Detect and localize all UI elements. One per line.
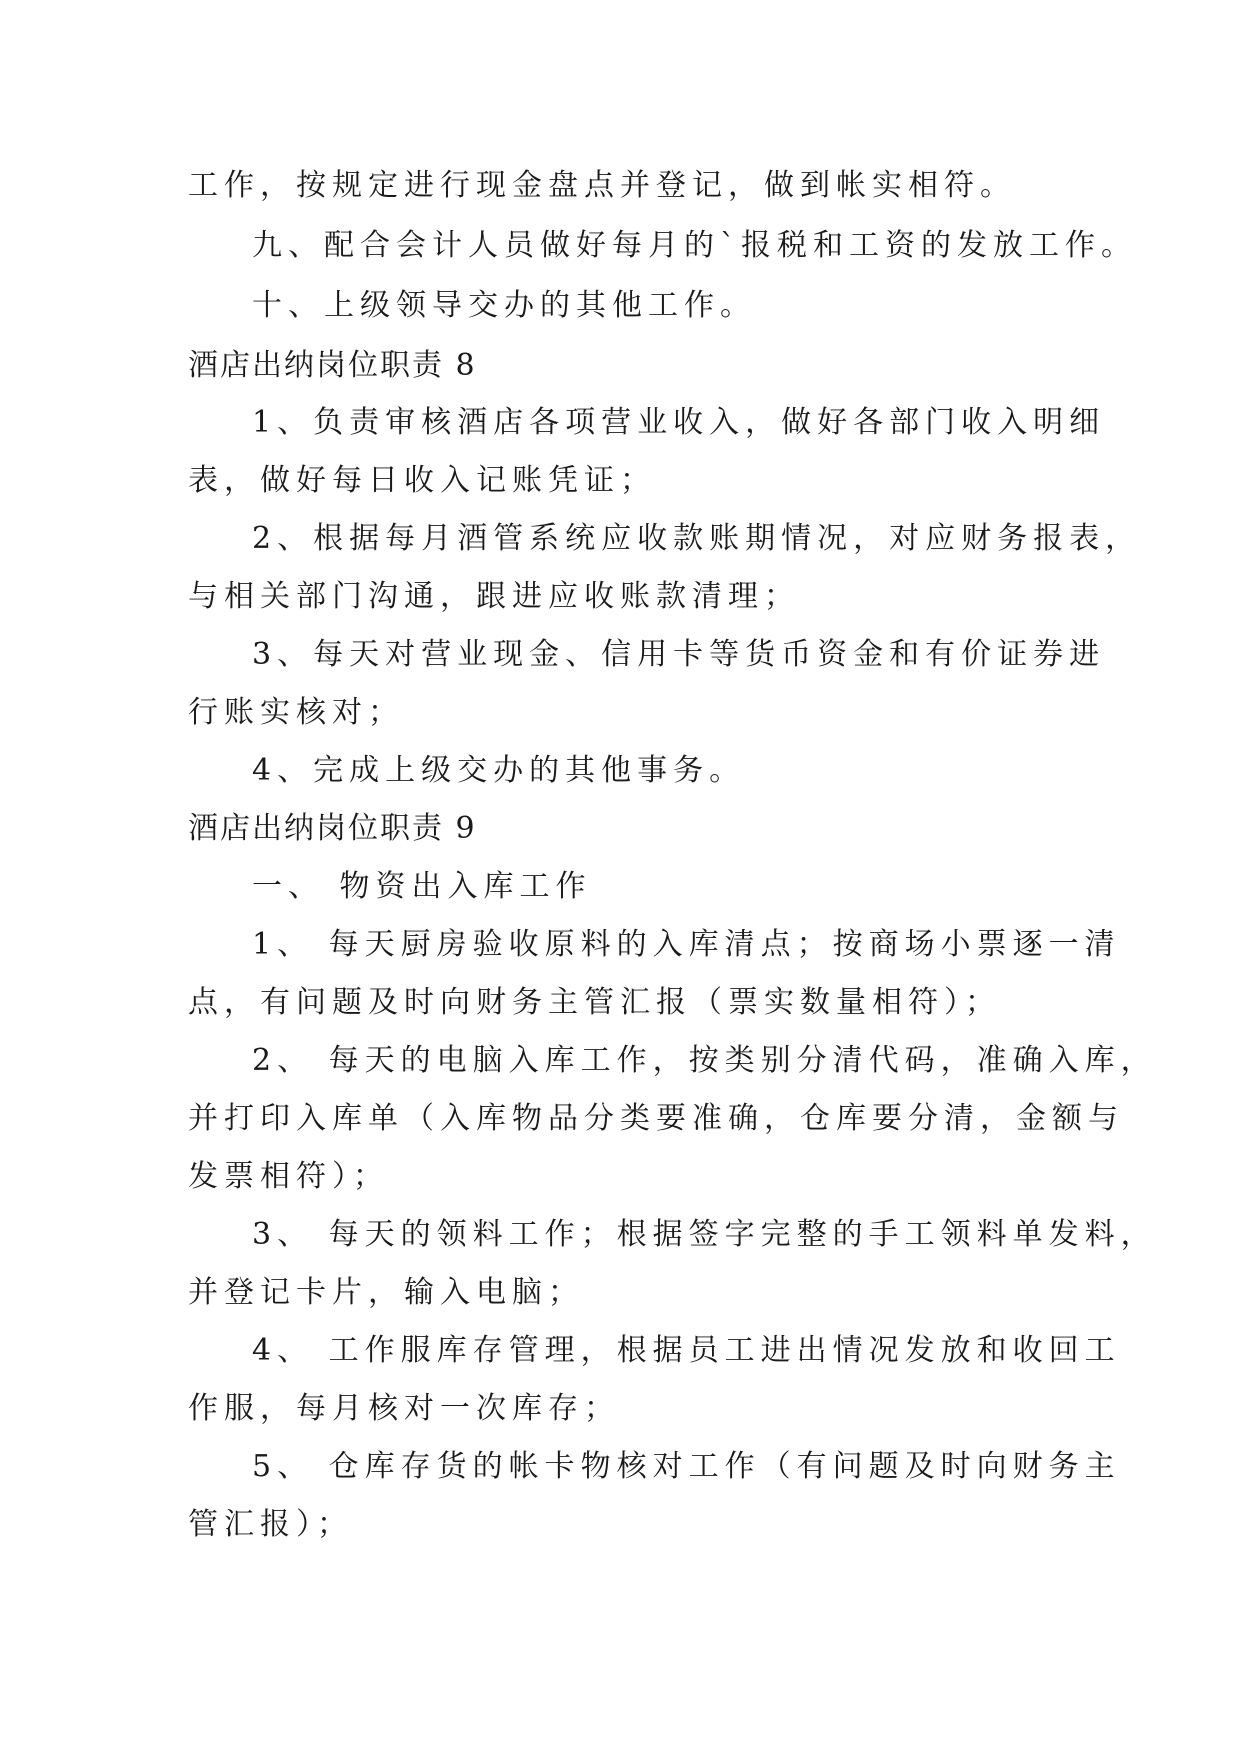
list-item-nine: 九、配合会计人员做好每月的`报税和工资的发放工作。 <box>252 228 1137 263</box>
list-item-9-1: 1、 每天厨房验收原料的入库清点；按商场小票逐一清 <box>252 927 1121 962</box>
section-heading-9: 酒店出纳岗位职责 9 <box>188 811 477 846</box>
list-item-9-2-cont2: 发票相符）； <box>188 1159 389 1194</box>
list-item-9-4: 4、 工作服库存管理，根据员工进出情况发放和收回工 <box>252 1333 1121 1368</box>
subsection-heading: 一、 物资出入库工作 <box>252 869 592 904</box>
list-item-9-2: 2、 每天的电脑入库工作，按类别分清代码，准确入库， <box>252 1043 1157 1078</box>
list-item-9-1-cont: 点，有问题及时向财务主管汇报（票实数量相符）； <box>188 985 1001 1020</box>
list-item-8-2: 2、根据每月酒管系统应收款账期情况，对应财务报表， <box>252 521 1142 556</box>
list-item-9-4-cont: 作服，每月核对一次库存； <box>188 1391 620 1426</box>
body-text-line: 工作，按规定进行现金盘点并登记，做到帐实相符。 <box>188 168 1016 203</box>
list-item-9-3-cont: 并登记卡片，输入电脑； <box>188 1275 584 1310</box>
list-item-8-2-cont: 与相关部门沟通，跟进应收账款清理； <box>188 579 800 614</box>
list-item-8-1-cont: 表，做好每日收入记账凭证； <box>188 463 656 498</box>
list-item-9-3: 3、 每天的领料工作；根据签字完整的手工领料单发料， <box>252 1217 1157 1252</box>
list-item-ten: 十、上级领导交办的其他工作。 <box>252 288 756 323</box>
section-heading-8: 酒店出纳岗位职责 8 <box>188 348 477 383</box>
list-item-9-5: 5、 仓库存货的帐卡物核对工作（有问题及时向财务主 <box>252 1449 1121 1484</box>
list-item-8-4: 4、完成上级交办的其他事务。 <box>252 753 746 788</box>
list-item-9-5-cont: 管汇报）； <box>188 1507 353 1542</box>
list-item-9-2-cont: 并打印入库单（入库物品分类要准确，仓库要分清，金额与 <box>188 1101 1124 1136</box>
list-item-8-3-cont: 行账实核对； <box>188 695 404 730</box>
list-item-8-1: 1、负责审核酒店各项营业收入，做好各部门收入明细 <box>252 405 1106 440</box>
list-item-8-3: 3、每天对营业现金、信用卡等货币资金和有价证券进 <box>252 637 1106 672</box>
